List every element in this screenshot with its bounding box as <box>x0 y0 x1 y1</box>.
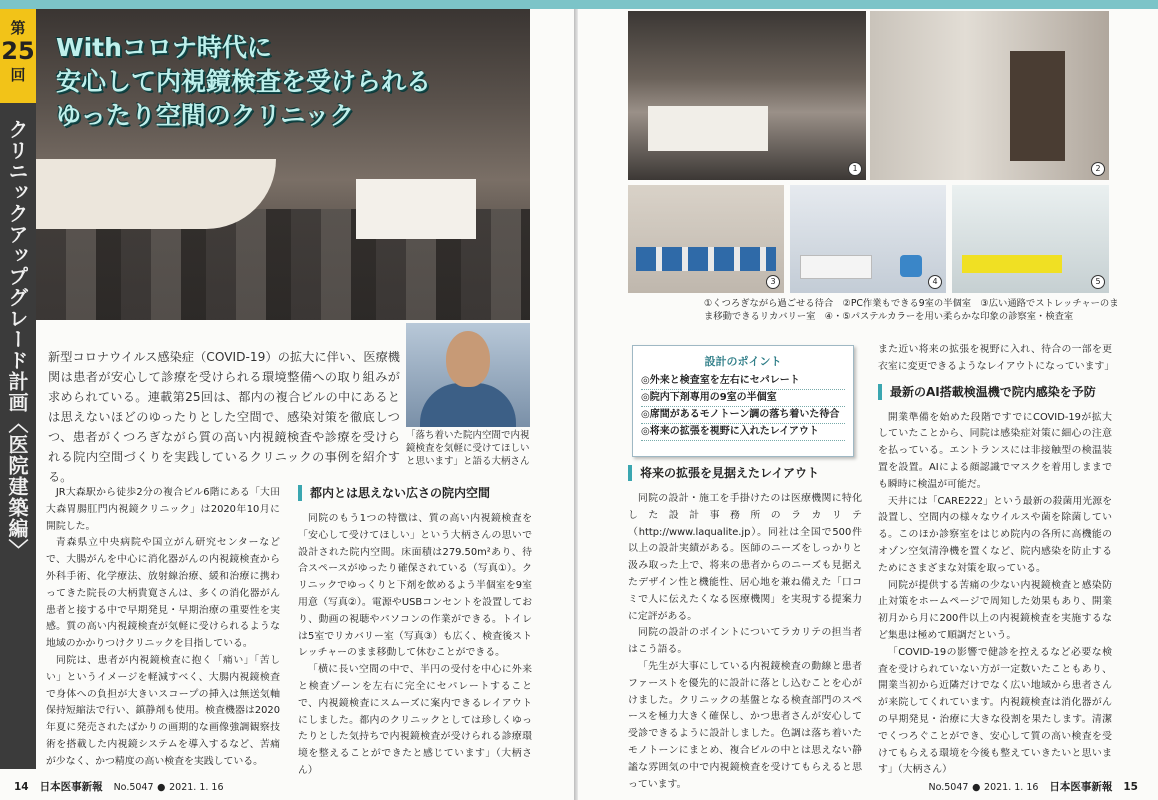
headline-line-2: 安心して内視鏡検査を受けられる <box>56 67 432 96</box>
portrait-face <box>446 331 490 387</box>
headline-line-1: Withコロナ時代に <box>56 33 272 62</box>
top-color-bar <box>0 0 1158 9</box>
photo-caption: ①くつろぎながら過ごせる待合 ②PC作業もできる9室の半個室 ③広い通路でストレッチャーのまま移動できるリカバリー室 ④・⑤パステルカラーを用い柔らかな印象の診察室・検査室 <box>704 298 1119 322</box>
photo-chairs <box>648 106 768 151</box>
section-heading: 将来の拡張を見据えたレイアウト <box>628 465 862 481</box>
paragraph: 同院が提供する苦痛の少ない内視鏡検査と感染防止対策をホームページで周知した効果もあり、開業初月から月に200件以上の内視鏡検査を実施するなど集患は極めて順調だという。 <box>878 579 1112 641</box>
photo-number-5: 5 <box>1091 275 1105 289</box>
paragraph: 同院の設計・施工を手掛けたのは医療機関に特化した設計事務所のラカリテ（http://www.laqualite.jp）。同社は全国で500件以上の設計実績がある。医師のニーズをしっかりと汲み取った上で、将来の患者からのニーズも見据えたデザイン性と機能性、居心地を兼ね備えた「口コミで人に伝えたくなる医療機関」を実現する提案力に定評がある。 <box>628 493 862 622</box>
hero-bench <box>356 179 476 239</box>
left-column-2 <box>298 485 532 780</box>
issue-date: 2021. 1. 16 <box>984 782 1039 793</box>
portrait-body <box>420 383 516 427</box>
photo-endoscopy-room <box>952 185 1109 293</box>
photo-recovery-room <box>628 185 784 293</box>
issue-date: 2021. 1. 16 <box>169 782 224 793</box>
design-point-item: ◎将来の拡張を視野に入れたレイアウト <box>641 424 845 441</box>
publication-name: 日本医事新報 <box>1049 781 1113 793</box>
photo-bed <box>962 255 1062 273</box>
hero-reception-counter <box>36 159 276 229</box>
photo-desk <box>800 255 872 279</box>
series-number-badge <box>0 9 36 103</box>
photo-number-1: 1 <box>848 162 862 176</box>
paragraph: 青森県立中央病院や国立がん研究センターなどで、大腸がんを中心に消化器がんの内視鏡検査から外科手術、化学療法、放射線治療、緩和治療に携わってきた院長の大柄貴寛さんは、多くの消化器がん患者と接する中で早期発見・早期治療の重要性を実感。質の高い内視鏡検査が気軽に受けられるような地域のかかりつけクリニックを目指している。 <box>46 537 280 650</box>
paragraph: 「横に長い空間の中で、半円の受付を中心に外来と検査ゾーンを左右に完全にセパレートすることで、内視鏡検査にスムーズに案内できるレイアウトにしました。都内のクリニックとしては珍しくゆったりとした気持ちで内視鏡検査が受けられる診療環境を整えることができたと感じています」（大柄さん） <box>298 664 532 776</box>
page-number: 15 <box>1123 781 1138 793</box>
page-number: 14 <box>14 781 29 793</box>
badge-number: 25 <box>1 37 35 65</box>
lead-paragraph: 新型コロナウイルス感染症（COVID-19）の拡大に伴い、医療機関は患者が安心して診療を受けられる環境整備への取り組みが求められている。連載第25回は、都内の複合ビルの中にあるとは思えないほどのゆったりとした空間で、感染対策を徹底しつつ、患者がくつろぎながら質の高い内視鏡検査や診療を受けられる院内空間づくりを実践しているクリニックの事例を紹介する。 <box>48 350 400 484</box>
left-page <box>0 9 574 800</box>
issue-number: No.5047 <box>928 782 969 793</box>
left-column-1 <box>46 485 280 771</box>
paragraph: 同院の設計のポイントについてラカリテの担当者はこう語る。 <box>628 627 862 656</box>
issue-number: No.5047 <box>113 782 154 793</box>
publication-name: 日本医事新報 <box>39 781 103 793</box>
photo-exam-room <box>790 185 946 293</box>
paragraph: 同院は、患者が内視鏡検査に抱く「痛い」「苦しい」というイメージを軽減すべく、大腸内視鏡検査で身体への負担が大きいスコープの挿入は無送気軸保持短縮法で行い、鎮静剤も使用。検査機器は2020年夏に発売されたばかりの画期的な画像強調観察技術を搭載した内視鏡システムを導入するなど、苦痛が少なく、かつ精度の高い検査を実践している。 <box>46 654 280 767</box>
photo-semi-private-rooms <box>870 11 1109 180</box>
photo-waiting-room <box>628 11 866 180</box>
section-heading: 都内とは思えない広さの院内空間 <box>298 485 532 501</box>
portrait-caption: 「落ち着いた院内空間で内視鏡検査を気軽に受けてほしいと思います」と語る大柄さん <box>406 430 530 467</box>
paragraph: 「COVID-19の影響で健診を控えるなど必要な検査を受けられていない方が一定数いたこともあり、開業当初から近隣だけでなく広い地域から患者さんが来院してくれています。内視鏡検査は消化器がんの早期発見・治療に大きな役割を果たします。清潔でくつろぐことができ、安心して質の高い検査を受けてもらえる環境を今後も整えていきたいと思います」（大柄さん） <box>878 646 1112 776</box>
hero-photo-waiting-area <box>36 9 530 320</box>
photo-door <box>1010 51 1065 161</box>
paragraph: 開業準備を始めた段階ですでにCOVID-19が拡大していたことから、同院は感染症対策に細心の注意を払っている。エントランスには非接触型の検温装置を設置。AIによる顔認識でマスクを着用しままでも瞬時に検温が可能だ。 <box>878 411 1112 490</box>
right-page <box>578 9 1158 800</box>
section-heading: 最新のAI搭載検温機で院内感染を予防 <box>878 384 1112 400</box>
design-point-item: ◎席間があるモノトーン調の落ち着いた待合 <box>641 407 845 424</box>
paragraph: 同院のもう1つの特徴は、質の高い内視鏡検査を「安心して受けてほしい」という大柄さんの思いで設計された院内空間。床面積は279.50m²あり、待合スペースがゆったり確保されている（写真①）。クリニックでゆっくりと下剤を飲めるよう半個室を9室用意（写真②）。電源やUSBコンセントを設置しており、動画の視聴やパソコンの作業ができる。トイレは5室でリカバリー室（写真③）も広く、検査後ストレッチャーのまま移動して休むことができる。 <box>298 513 532 659</box>
design-point-item: ◎外来と検査室を左右にセパレート <box>641 373 845 390</box>
right-column-2 <box>878 342 1115 779</box>
badge-prefix: 第 <box>10 19 26 37</box>
paragraph: 天井には「CARE222」という最新の殺菌用光源を設置し、空間内の様々なウイルスや菌を除菌している。このほか診察室をはじめ院内の各所に高機能のオゾン空気清浄機を置くなど、院内感染を防止するためにさまざまな対策を取っている。 <box>878 495 1112 574</box>
design-point-item: ◎院内下剤専用の9室の半個室 <box>641 390 845 407</box>
headline <box>56 31 431 133</box>
director-portrait <box>406 323 530 427</box>
photo-number-4: 4 <box>928 275 942 289</box>
left-footer: 14 日本医事新報 No.5047 ● 2021. 1. 16 <box>14 781 224 793</box>
paragraph: JR大森駅から徒歩2分の複合ビル6階にある「大田大森胃腸肛門内視鏡クリニック」は2020年10月に開院した。 <box>46 487 280 532</box>
right-column-1 <box>628 465 862 793</box>
right-footer: No.5047 ● 2021. 1. 16 日本医事新報 15 <box>928 781 1138 793</box>
series-title: クリニックアップグレード計画〈医院建築編〉 <box>5 119 29 560</box>
headline-line-3: ゆったり空間のクリニック <box>56 101 355 130</box>
design-points-title: 設計のポイント <box>704 355 782 368</box>
series-sidebar <box>0 9 36 769</box>
paragraph: 「先生が大事にしている内視鏡検査の動線と患者ファーストを優先的に設計に落とし込むことを心がけました。クリニックの基盤となる検査部門のスペースを極力大きく確保し、かつ患者さんが安心して受診できるように設計しました。色調は落ち着いたモノトーンにまとめ、複合ビルの中とは思えない静謐な雰囲気の中で内視鏡検査を受けてもらえると思っています。 <box>628 660 862 790</box>
photo-stretchers <box>636 247 776 271</box>
design-points-box <box>632 345 854 457</box>
paragraph: また近い将来の拡張を視野に入れ、待合の一部を更衣室に変更できるようなレイアウトになっています」 <box>878 344 1115 372</box>
photo-number-2: 2 <box>1091 162 1105 176</box>
photo-stool <box>900 255 922 277</box>
photo-number-3: 3 <box>766 275 780 289</box>
badge-suffix: 回 <box>10 66 26 84</box>
